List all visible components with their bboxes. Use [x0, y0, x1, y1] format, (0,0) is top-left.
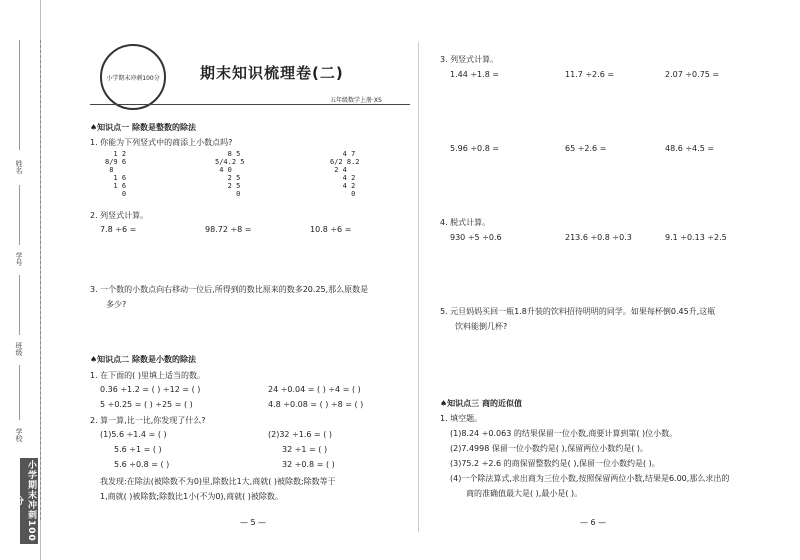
page-number: — 5 — [240, 518, 267, 527]
calc-item: 11.7 ÷2.6 = [565, 70, 615, 79]
calc-item: 9.1 ÷0.13 ÷2.5 [665, 233, 727, 242]
question-text: 4. 脱式计算。 [440, 218, 491, 227]
fill-item: 24 ÷0.04 = ( ) ÷4 = ( ) [268, 385, 361, 394]
school-line [19, 365, 20, 420]
series-badge: 小学期末冲刺100分 [20, 458, 38, 544]
series-logo: 小学期末冲刺100分 [100, 44, 166, 110]
binding-line [40, 40, 41, 520]
calc-item: 7.8 ÷6 = [100, 225, 137, 234]
question-text: 1. 你能为下列竖式中的商添上小数点吗? [90, 138, 233, 147]
section-heading-3: ♠知识点三 商的近似值 [440, 399, 522, 408]
question-text: 2. 算一算,比一比,你发现了什么? [90, 416, 206, 425]
grade-subtitle: 五年级数学上册·XS [330, 97, 382, 104]
calc-item: 213.6 ÷0.8 ÷0.3 [565, 233, 632, 242]
calc-item: 5.6 ÷0.8 = ( ) [114, 460, 170, 469]
question-text: 3. 一个数的小数点向右移动一位后,所得到的数比原来的数多20.25,那么原数是 [90, 285, 369, 294]
question-text: 3. 列竖式计算。 [440, 55, 499, 64]
question-text: 饮料能倒几杯? [455, 322, 508, 331]
long-division-3: 4 7 6/2 8.2 2 4 4 2 4 2 0 [330, 150, 360, 198]
page-title: 期末知识梳理卷(二) [200, 64, 344, 82]
id-line [19, 185, 20, 245]
page-divider [418, 42, 419, 532]
page-number: — 6 — [580, 518, 607, 527]
calc-item: 10.8 ÷6 = [310, 225, 352, 234]
long-division-2: 8 5 5/4.2 5 4 0 2 5 2 5 0 [215, 150, 245, 198]
fill-item: (3)75.2 ÷2.6 的商保留整数约是( ),保留一位小数约是( )。 [450, 459, 660, 468]
calc-item: 930 ÷5 ÷0.6 [450, 233, 502, 242]
section-heading-2: ♠知识点二 除数是小数的除法 [90, 355, 196, 364]
header-rule [90, 104, 410, 105]
calc-item: 32 ÷0.8 = ( ) [282, 460, 335, 469]
calc-item: 48.6 ÷4.5 = [665, 144, 715, 153]
class-label: 班级 [15, 342, 23, 356]
calc-item: 5.96 ÷0.8 = [450, 144, 500, 153]
fill-item: 商的准确值最大是( ),最小是( )。 [466, 489, 583, 498]
section-heading-1: ♠知识点一 除数是整数的除法 [90, 123, 196, 132]
question-text: 1. 在下面的( )里填上适当的数。 [90, 371, 205, 380]
calc-item: 5.6 ÷1 = ( ) [114, 445, 162, 454]
fill-item: 0.36 ÷1.2 = ( ) ÷12 = ( ) [100, 385, 201, 394]
finding-text: 1,商就( )被除数;除数比1小(不为0),商就( )被除数。 [100, 492, 283, 501]
class-line [19, 275, 20, 335]
id-label: 学号 [15, 252, 23, 266]
name-label: 姓名 [15, 160, 23, 174]
question-text: 1. 填空题。 [440, 414, 483, 423]
calc-item: (1)5.6 ÷1.4 = ( ) [100, 430, 167, 439]
calc-item: 1.44 ÷1.8 = [450, 70, 500, 79]
fill-item: (4)一个除法算式,求出商为三位小数,按照保留两位小数,结果是6.00,那么求出的 [450, 474, 730, 483]
name-line [19, 40, 20, 150]
calc-item: 98.72 ÷8 = [205, 225, 252, 234]
calc-item: 65 ÷2.6 = [565, 144, 607, 153]
finding-text: 我发现:在除法(被除数不为0)里,除数比1大,商就( )被除数;除数等于 [100, 477, 336, 486]
calc-item: 32 ÷1 = ( ) [282, 445, 328, 454]
fill-item: (2)7.4998 保留一位小数约是( ),保留两位小数约是( )。 [450, 444, 648, 453]
fill-item: 4.8 ÷0.08 = ( ) ÷8 = ( ) [268, 400, 364, 409]
question-text: 2. 列竖式计算。 [90, 211, 149, 220]
fill-item: (1)8.24 ÷0.063 的结果保留一位小数,商要计算到第( )位小数。 [450, 429, 678, 438]
calc-item: 2.07 ÷0.75 = [665, 70, 720, 79]
calc-item: (2)32 ÷1.6 = ( ) [268, 430, 333, 439]
question-text: 多少? [106, 300, 127, 309]
fill-item: 5 ÷0.25 = ( ) ÷25 = ( ) [100, 400, 193, 409]
school-label: 学校 [15, 428, 23, 442]
long-division-1: 1 2 8/9 6 8 1 6 1 6 0 [105, 150, 127, 198]
question-text: 5. 元旦妈妈买回一瓶1.8升装的饮料招待明明的同学。如果每杯倒0.45升,这瓶 [440, 307, 716, 316]
